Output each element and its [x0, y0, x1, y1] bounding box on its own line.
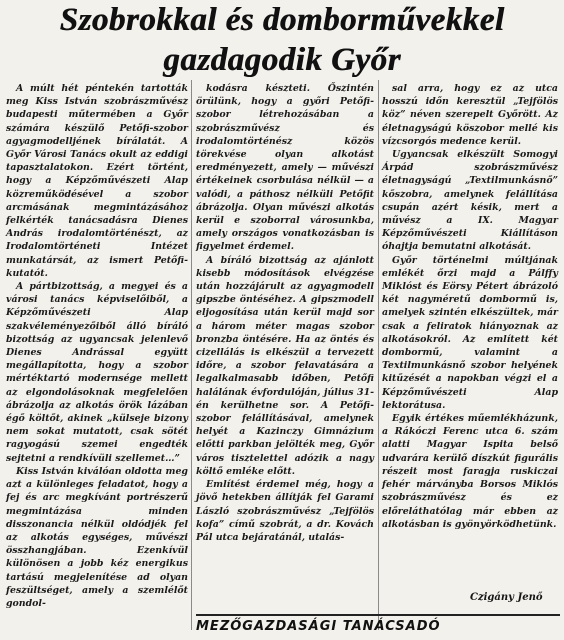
section-rule [196, 614, 560, 616]
paragraph: A pártbizottság, a megyei és a városi tanács képviselőiből, a Képzőművészeti Alap szakvéleményezőiből álló bíráló bizottság az ugyancsak jelenlevő Dienes Andrással együtt megállapította, hogy a szobor mértéktartó modernsége mellett az elgondolásoknak megfelelően ábrázolja az alkotás örök lázában égő költőt, akinek „külseje bizony nem sokat mutatott, csak sötét ragyogású szemei engedték sejtetni a rendkívüli szellemet…” [6, 281, 188, 464]
column-divider [191, 80, 192, 630]
article-column-2 [196, 82, 374, 544]
paragraph: Ugyancsak elkészült Somogyi Árpád szobrászművész életnagyságú „Textilmunkásnő” kőszobra, amelynek felállítása csupán azért késik, mert a művész a IX. Magyar Képzőművészeti Kiállításon óhajtja bemutatni alkotását. [382, 149, 558, 253]
paragraph: Említést érdemel még, hogy a jövő hetekben állítják fel Garami László szobrászművész „Tejfölös kofa” című szobrát, a dr. Kovách Pál utca bejáratánál, utalás- [196, 479, 374, 543]
paragraph: Győr történelmi múltjának emlékét őrzi majd a Pálffy Miklóst és Eörsy Pétert ábrázoló két nagyméretű dombormű is, amelyek szintén elkészültek, már csak a feliratok hiányoznak az alkotásokról. Az említett két dombormű, valamint a Textilmunkásnő szobor helyének kitűzését a napokban végzi el a Képzőművészeti Alap lektorátusa. [382, 254, 558, 411]
headline-line-2: gazdagodik Győr [163, 42, 401, 78]
paragraph: A múlt hét péntekén tartották meg Kiss István szobrászművész budapesti műtermében a Győr számára készülő Petőfi-szobor agyagmodelljének bírálatát. A Győr Városi Tanács okult az eddigi tapasztalatokon. Ezért történt, hogy a Képzőművészeti Alap közreműködésével a szobor arcmásának megmintázásához felkérték tanácsadásra Dienes András irodalomtörténészt, az Irodalomtörténeti Intézet munkatársát, az ismert Petőfi-kutatót. [6, 83, 188, 279]
paragraph: Kiss István kiválóan oldotta meg azt a különleges feladatot, hogy a fej és arc megkívánt portrészerű megmintázása minden disszonancia nélkül oldódjék fel az alkotás egységes, művészi összhangjában. Ezenkívül különösen a jobb kéz energikus tartású megjelenítése ad olyan feszültséget, amely a szemlélőt gondol- [6, 465, 188, 609]
article-column-3 [382, 82, 558, 531]
paragraph: kodásra készteti. Őszintén örülünk, hogy a győri Petőfi-szobor létrehozásában a szobrászművész és irodalomtörténész közös törekvése olyan alkotást eredményezett, amely — művészi értékeinek csorbulása nélkül — a valódi, a páthosz nélküli Petőfit ábrázolja. Olyan művészi alkotás kerül e szoborral városunkba, amely országos vonatkozásban is figyelmet érdemel. [196, 83, 374, 253]
column-divider [378, 80, 379, 630]
author-byline: Czigány Jenő [470, 592, 543, 603]
headline-line-1: Szobrokkal és domborművekkel [59, 2, 505, 38]
section-title: MEZŐGAZDASÁGI TANÁCSADÓ [196, 619, 441, 634]
paragraph: A bíráló bizottság az ajánlott kisebb módosítások elvégzése után hozzájárult az agyagmodell gipszbe öntéséhez. A gipszmodell eljogosítása után kerül majd sor a három méter magas szobor bronzba öntésére. Ha az öntés és cizellálás is elkészül a tervezett időre, a szobor felavatására a legalkalmasabb időben, Petőfi halálának évfordulóján, július 31-én kerülhetne sor. A Petőfi-szobor felállításával, amelynek helyét a Kazinczy Gimnázium előtti parkban jelölték meg, Győr város tisztelettel adózik a nagy költő emléke előtt. [196, 254, 374, 477]
paragraph: Egyik értékes műemlékházunk, a Rákóczi Ferenc utca 6. szám alatti Magyar Ispita belső udvarára kerülő díszkút figurális részeit most faragja ruskiczai fehér márványba Borsos Miklós szobrászművész és ez előreláthatólag már ebben az alkotásban is gyönyörködhetünk. [382, 413, 558, 530]
article-column-1 [6, 82, 188, 610]
paragraph: sal arra, hogy ez az utca hosszú időn keresztül „Tejfölös köz” néven szerepelt Győrött. Az életnagyságú köszobor mellé kis vízcsorgós medence kerül. [382, 83, 558, 147]
